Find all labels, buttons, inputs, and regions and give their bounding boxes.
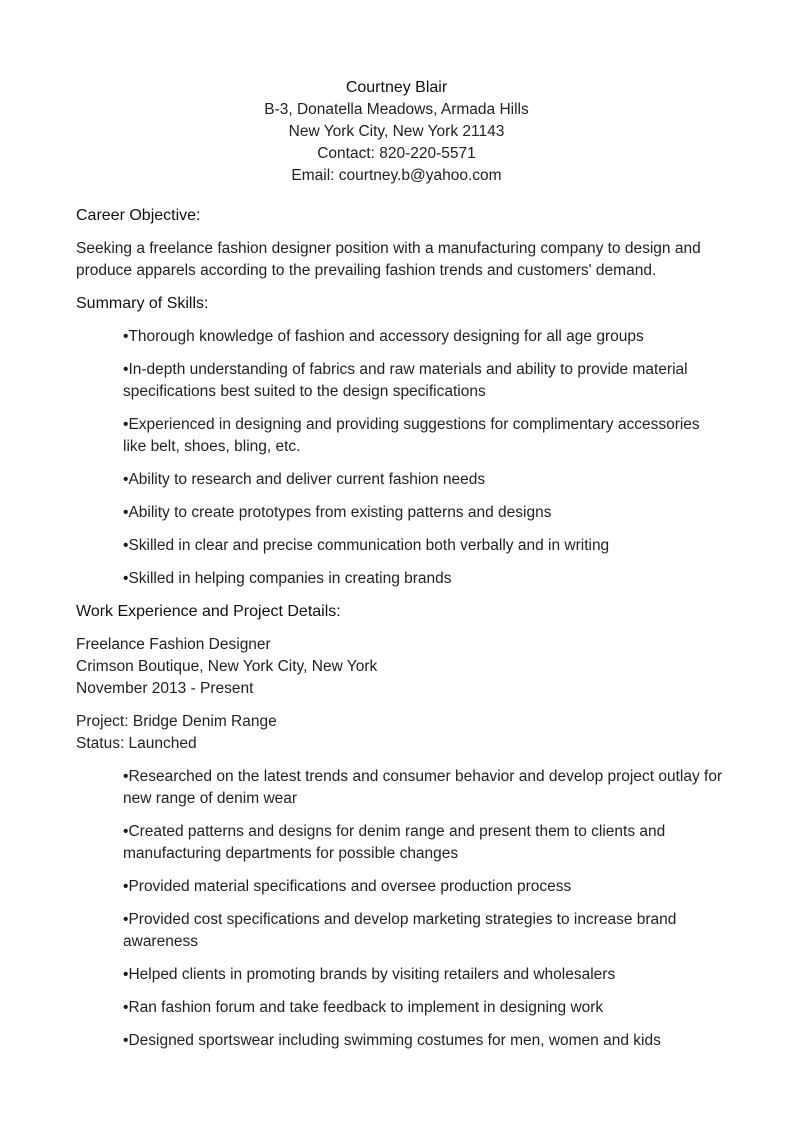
skill-text: Thorough knowledge of fashion and accessory designing for all age groups [128,328,644,345]
bullet-icon: • [123,966,129,983]
objective-heading: Career Objective: [76,207,201,224]
job-title: Freelance Fashion Designer [76,636,271,653]
address-line-2: New York City, New York 21143 [288,123,505,140]
skill-text: Experienced in designing and providing suggestions for complimentary accessories like belt, shoes, bling, etc. [123,416,700,455]
list-item [123,469,726,491]
list-item [123,964,726,986]
project-status: Status: Launched [76,735,197,752]
bullet-icon: • [123,878,129,895]
objective-text: Seeking a freelance fashion designer position with a manufacturing company to design and produce apparels according to the prevailing fashion trends and customers' demand. [76,240,701,279]
contact-phone: Contact: 820-220-5571 [317,145,476,162]
skill-text: Ability to research and deliver current fashion needs [128,471,486,488]
duty-text: Designed sportswear including swimming costumes for men, women and kids [128,1032,661,1049]
address-line-1: B-3, Donatella Meadows, Armada Hills [264,101,529,118]
bullet-icon: • [123,361,129,378]
list-item [123,766,726,810]
resume-header [0,77,793,187]
resume-body [76,205,726,1063]
bullet-icon: • [123,504,129,521]
duty-text: Provided cost specifications and develop marketing strategies to increase brand awareness [123,911,677,950]
bullet-icon: • [123,328,129,345]
list-item [123,876,726,898]
duty-text: Provided material specifications and oversee production process [128,878,572,895]
skill-text: Ability to create prototypes from existing patterns and designs [128,504,552,521]
bullet-icon: • [123,471,129,488]
bullet-icon: • [123,823,129,840]
job-dates: November 2013 - Present [76,680,254,697]
list-item [123,414,726,458]
list-item [123,359,726,403]
duty-text: Researched on the latest trends and consumer behavior and develop project outlay for new range of denim wear [123,768,723,807]
work-duties-list [76,766,726,1052]
project-details [76,711,726,755]
list-item [123,821,726,865]
bullet-icon: • [123,768,129,785]
work-heading: Work Experience and Project Details: [76,603,341,620]
bullet-icon: • [123,416,129,433]
contact-email: Email: courtney.b@yahoo.com [291,167,502,184]
list-item [123,535,726,557]
skills-list [76,326,726,590]
list-item [123,997,726,1019]
list-item [123,326,726,348]
candidate-name: Courtney Blair [345,79,448,96]
duty-text: Created patterns and designs for denim range and present them to clients and manufacturing departments for possible changes [123,823,666,862]
skill-text: Skilled in helping companies in creating brands [128,570,452,587]
duty-text: Ran fashion forum and take feedback to implement in designing work [128,999,604,1016]
job-details [76,634,726,700]
bullet-icon: • [123,999,129,1016]
company-name: Crimson Boutique, New York City, New York [76,658,378,675]
list-item [123,1030,726,1052]
list-item [123,909,726,953]
skills-heading: Summary of Skills: [76,295,209,312]
bullet-icon: • [123,1032,129,1049]
skill-text: Skilled in clear and precise communication both verbally and in writing [128,537,610,554]
bullet-icon: • [123,570,129,587]
bullet-icon: • [123,911,129,928]
project-name: Project: Bridge Denim Range [76,713,277,730]
duty-text: Helped clients in promoting brands by visiting retailers and wholesalers [128,966,616,983]
list-item [123,568,726,590]
bullet-icon: • [123,537,129,554]
skill-text: In-depth understanding of fabrics and raw materials and ability to provide material specifications best suited to the design specifications [123,361,688,400]
list-item [123,502,726,524]
